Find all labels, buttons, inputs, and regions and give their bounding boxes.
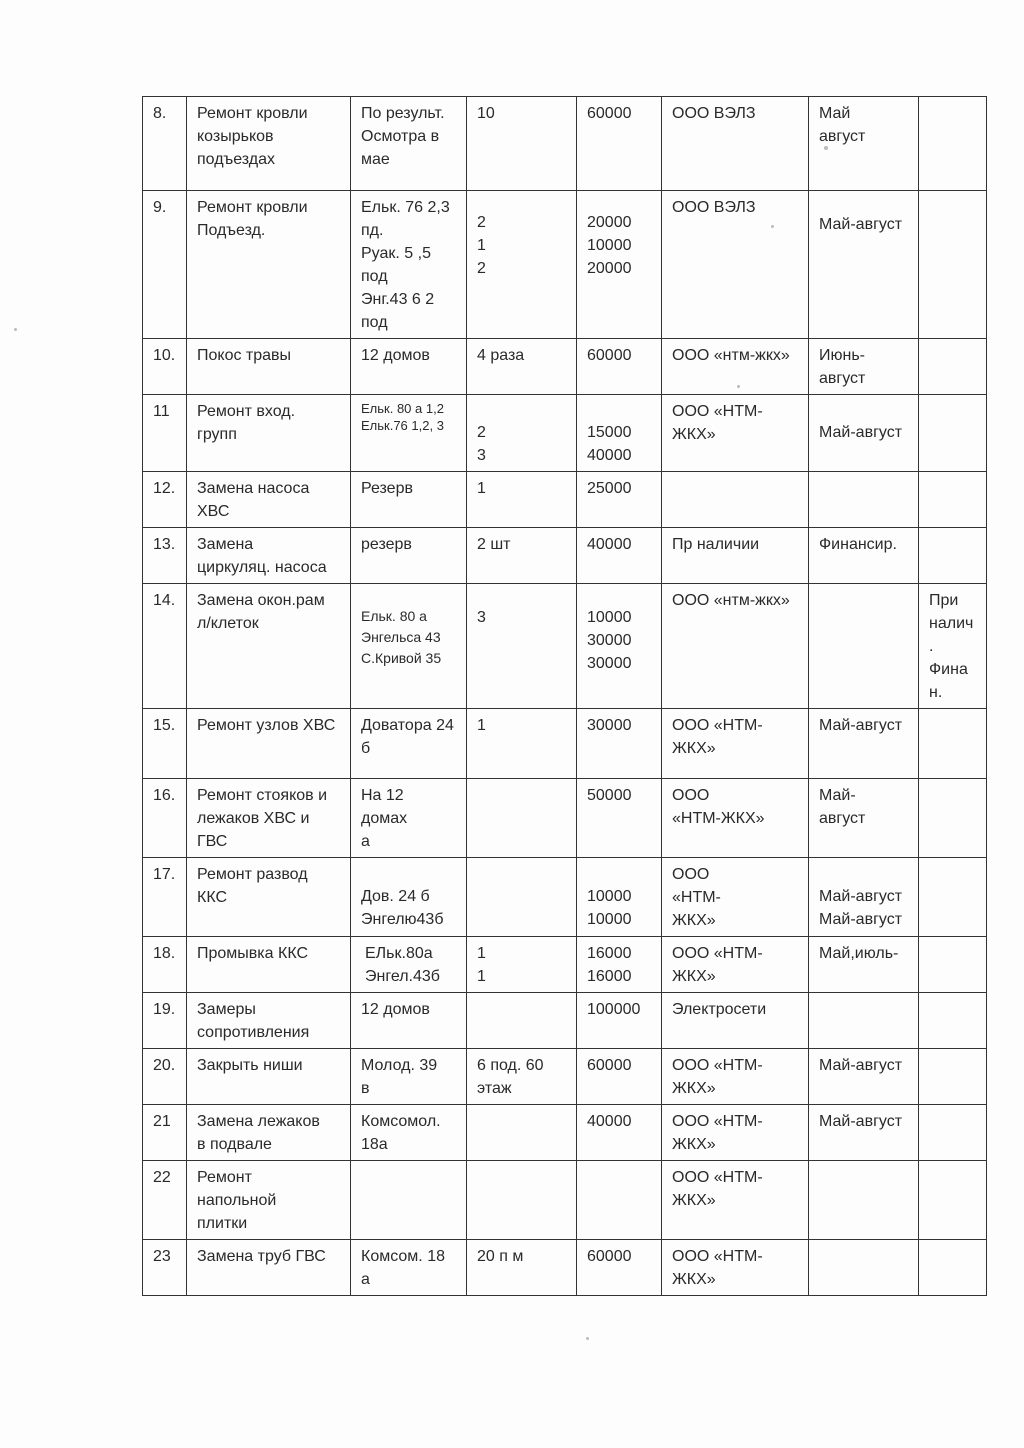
cell-qty: 3 xyxy=(467,584,577,709)
cell-period: Май-август xyxy=(809,1049,919,1105)
table-row xyxy=(143,584,987,709)
cell-contractor: ООО «НТМ- ЖКХ» xyxy=(662,937,809,993)
cell-num: 23 xyxy=(143,1240,187,1296)
cell-address: Ельк. 80 а 1,2 Ельк.76 1,2, 3 xyxy=(351,395,467,472)
table-row xyxy=(143,858,987,937)
table-row xyxy=(143,97,987,191)
table-row xyxy=(143,993,987,1049)
cell-note: При налич . Фина н. xyxy=(919,584,987,709)
cell-cost: 40000 xyxy=(577,528,662,584)
cell-qty: 2 шт xyxy=(467,528,577,584)
cell-work: Промывка ККС xyxy=(187,937,351,993)
cell-note xyxy=(919,858,987,937)
cell-qty xyxy=(467,1161,577,1240)
cell-period xyxy=(809,584,919,709)
table-row xyxy=(143,191,987,339)
cell-work: Ремонт напольной плитки xyxy=(187,1161,351,1240)
cell-note xyxy=(919,1161,987,1240)
cell-cost: 60000 xyxy=(577,97,662,191)
cell-num: 12. xyxy=(143,472,187,528)
cell-contractor: ООО «НТМ- ЖКХ» xyxy=(662,1240,809,1296)
table-row xyxy=(143,339,987,395)
cell-qty: 20 п м xyxy=(467,1240,577,1296)
cell-num: 16. xyxy=(143,779,187,858)
cell-period: Май,июль- xyxy=(809,937,919,993)
table-row xyxy=(143,937,987,993)
cell-address: Ельк. 80 а Энгельса 43 С.Кривой 35 xyxy=(351,584,467,709)
cell-note xyxy=(919,1240,987,1296)
cell-note xyxy=(919,779,987,858)
cell-qty xyxy=(467,993,577,1049)
table-row xyxy=(143,528,987,584)
cell-cost xyxy=(577,1161,662,1240)
cell-address: Комсом. 18 а xyxy=(351,1240,467,1296)
cell-period: Май август xyxy=(809,97,919,191)
cell-contractor: ООО «НТМ- ЖКХ» xyxy=(662,395,809,472)
table-row xyxy=(143,472,987,528)
cell-note xyxy=(919,937,987,993)
table-row xyxy=(143,1240,987,1296)
cell-qty: 1 xyxy=(467,472,577,528)
table-row xyxy=(143,1105,987,1161)
cell-note xyxy=(919,191,987,339)
table-row xyxy=(143,395,987,472)
cell-cost: 10000 10000 xyxy=(577,858,662,937)
cell-contractor: ООО «НТМ- ЖКХ» xyxy=(662,1161,809,1240)
cell-note xyxy=(919,395,987,472)
cell-note xyxy=(919,339,987,395)
cell-address: 12 домов xyxy=(351,993,467,1049)
cell-num: 20. xyxy=(143,1049,187,1105)
cell-work: Ремонт стояков и лежаков ХВС и ГВС xyxy=(187,779,351,858)
cell-qty xyxy=(467,1105,577,1161)
scan-speck xyxy=(737,385,740,388)
cell-contractor: ООО ВЭЛЗ xyxy=(662,191,809,339)
cell-contractor: Электросети xyxy=(662,993,809,1049)
cell-work: Замена насоса ХВС xyxy=(187,472,351,528)
cell-contractor: ООО «НТМ- ЖКХ» xyxy=(662,709,809,779)
cell-cost: 60000 xyxy=(577,1240,662,1296)
cell-num: 9. xyxy=(143,191,187,339)
cell-address: Доватора 24 б xyxy=(351,709,467,779)
cell-num: 11 xyxy=(143,395,187,472)
cell-address xyxy=(351,1161,467,1240)
cell-contractor: ООО «нтм-жкх» xyxy=(662,339,809,395)
cell-note xyxy=(919,709,987,779)
table-row xyxy=(143,779,987,858)
cell-cost: 60000 xyxy=(577,339,662,395)
cell-cost: 20000 10000 20000 xyxy=(577,191,662,339)
cell-num: 8. xyxy=(143,97,187,191)
cell-cost: 40000 xyxy=(577,1105,662,1161)
table-row xyxy=(143,1161,987,1240)
cell-qty: 2 3 xyxy=(467,395,577,472)
cell-address: резерв xyxy=(351,528,467,584)
cell-period: Май-август xyxy=(809,191,919,339)
cell-contractor xyxy=(662,472,809,528)
cell-address: Молод. 39 в xyxy=(351,1049,467,1105)
scan-speck xyxy=(586,1337,589,1340)
cell-contractor: ООО «НТМ- ЖКХ» xyxy=(662,1049,809,1105)
cell-qty xyxy=(467,779,577,858)
cell-cost: 100000 xyxy=(577,993,662,1049)
cell-work: Ремонт вход. групп xyxy=(187,395,351,472)
cell-qty xyxy=(467,858,577,937)
cell-address: Ельк. 76 2,3 пд. Руак. 5 ,5 под Энг.43 6 2 под xyxy=(351,191,467,339)
cell-cost: 16000 16000 xyxy=(577,937,662,993)
cell-work: Ремонт кровли козырьков подъездах xyxy=(187,97,351,191)
cell-note xyxy=(919,1105,987,1161)
cell-period xyxy=(809,472,919,528)
cell-num: 14. xyxy=(143,584,187,709)
cell-work: Замена лежаков в подвале xyxy=(187,1105,351,1161)
cell-period xyxy=(809,1161,919,1240)
cell-contractor: ООО «нтм-жкх» xyxy=(662,584,809,709)
cell-address: Резерв xyxy=(351,472,467,528)
cell-work: Замеры сопротивления xyxy=(187,993,351,1049)
table-row xyxy=(143,709,987,779)
cell-period xyxy=(809,993,919,1049)
cell-work: Замена циркуляц. насоса xyxy=(187,528,351,584)
scan-speck xyxy=(824,146,828,150)
cell-num: 19. xyxy=(143,993,187,1049)
cell-note xyxy=(919,528,987,584)
cell-period: Май-август Май-август xyxy=(809,858,919,937)
cell-qty: 4 раза xyxy=(467,339,577,395)
cell-cost: 25000 xyxy=(577,472,662,528)
cell-contractor: ООО «НТМ- ЖКХ» xyxy=(662,1105,809,1161)
cell-num: 15. xyxy=(143,709,187,779)
cell-work: Ремонт кровли Подъезд. xyxy=(187,191,351,339)
cell-cost: 10000 30000 30000 xyxy=(577,584,662,709)
cell-address: Дов. 24 б Энгелю43б xyxy=(351,858,467,937)
cell-work: Закрыть ниши xyxy=(187,1049,351,1105)
cell-address: Комсомол. 18а xyxy=(351,1105,467,1161)
cell-qty: 1 1 xyxy=(467,937,577,993)
cell-address: По результ. Осмотра в мае xyxy=(351,97,467,191)
cell-work: Покос травы xyxy=(187,339,351,395)
cell-num: 17. xyxy=(143,858,187,937)
cell-period: Май-август xyxy=(809,709,919,779)
cell-note xyxy=(919,472,987,528)
cell-address: На 12 домах а xyxy=(351,779,467,858)
cell-work: Замена окон.рам л/клеток xyxy=(187,584,351,709)
cell-period: Май-август xyxy=(809,395,919,472)
cell-period: Июнь- август xyxy=(809,339,919,395)
cell-num: 18. xyxy=(143,937,187,993)
cell-contractor: Пр наличии xyxy=(662,528,809,584)
scan-speck xyxy=(14,328,17,331)
cell-period xyxy=(809,1240,919,1296)
cell-num: 21 xyxy=(143,1105,187,1161)
cell-qty: 10 xyxy=(467,97,577,191)
cell-contractor: ООО «НТМ- ЖКХ» xyxy=(662,858,809,937)
scan-speck xyxy=(771,225,774,228)
cell-address: ЕЛьк.80а Энгел.43б xyxy=(351,937,467,993)
cell-num: 10. xyxy=(143,339,187,395)
cell-note xyxy=(919,1049,987,1105)
cell-cost: 60000 xyxy=(577,1049,662,1105)
cell-qty: 1 xyxy=(467,709,577,779)
table-row xyxy=(143,1049,987,1105)
cell-period: Финансир. xyxy=(809,528,919,584)
cell-work: Ремонт развод ККС xyxy=(187,858,351,937)
cell-num: 13. xyxy=(143,528,187,584)
cell-cost: 50000 xyxy=(577,779,662,858)
cell-period: Май- август xyxy=(809,779,919,858)
cell-note xyxy=(919,993,987,1049)
repair-plan-table xyxy=(142,96,987,1296)
cell-num: 22 xyxy=(143,1161,187,1240)
cell-contractor: ООО «НТМ-ЖКХ» xyxy=(662,779,809,858)
cell-work: Ремонт узлов ХВС xyxy=(187,709,351,779)
cell-period: Май-август xyxy=(809,1105,919,1161)
cell-qty: 6 под. 60 этаж xyxy=(467,1049,577,1105)
cell-cost: 30000 xyxy=(577,709,662,779)
cell-cost: 15000 40000 xyxy=(577,395,662,472)
cell-contractor: ООО ВЭЛЗ xyxy=(662,97,809,191)
cell-qty: 2 1 2 xyxy=(467,191,577,339)
cell-note xyxy=(919,97,987,191)
cell-work: Замена труб ГВС xyxy=(187,1240,351,1296)
cell-address: 12 домов xyxy=(351,339,467,395)
